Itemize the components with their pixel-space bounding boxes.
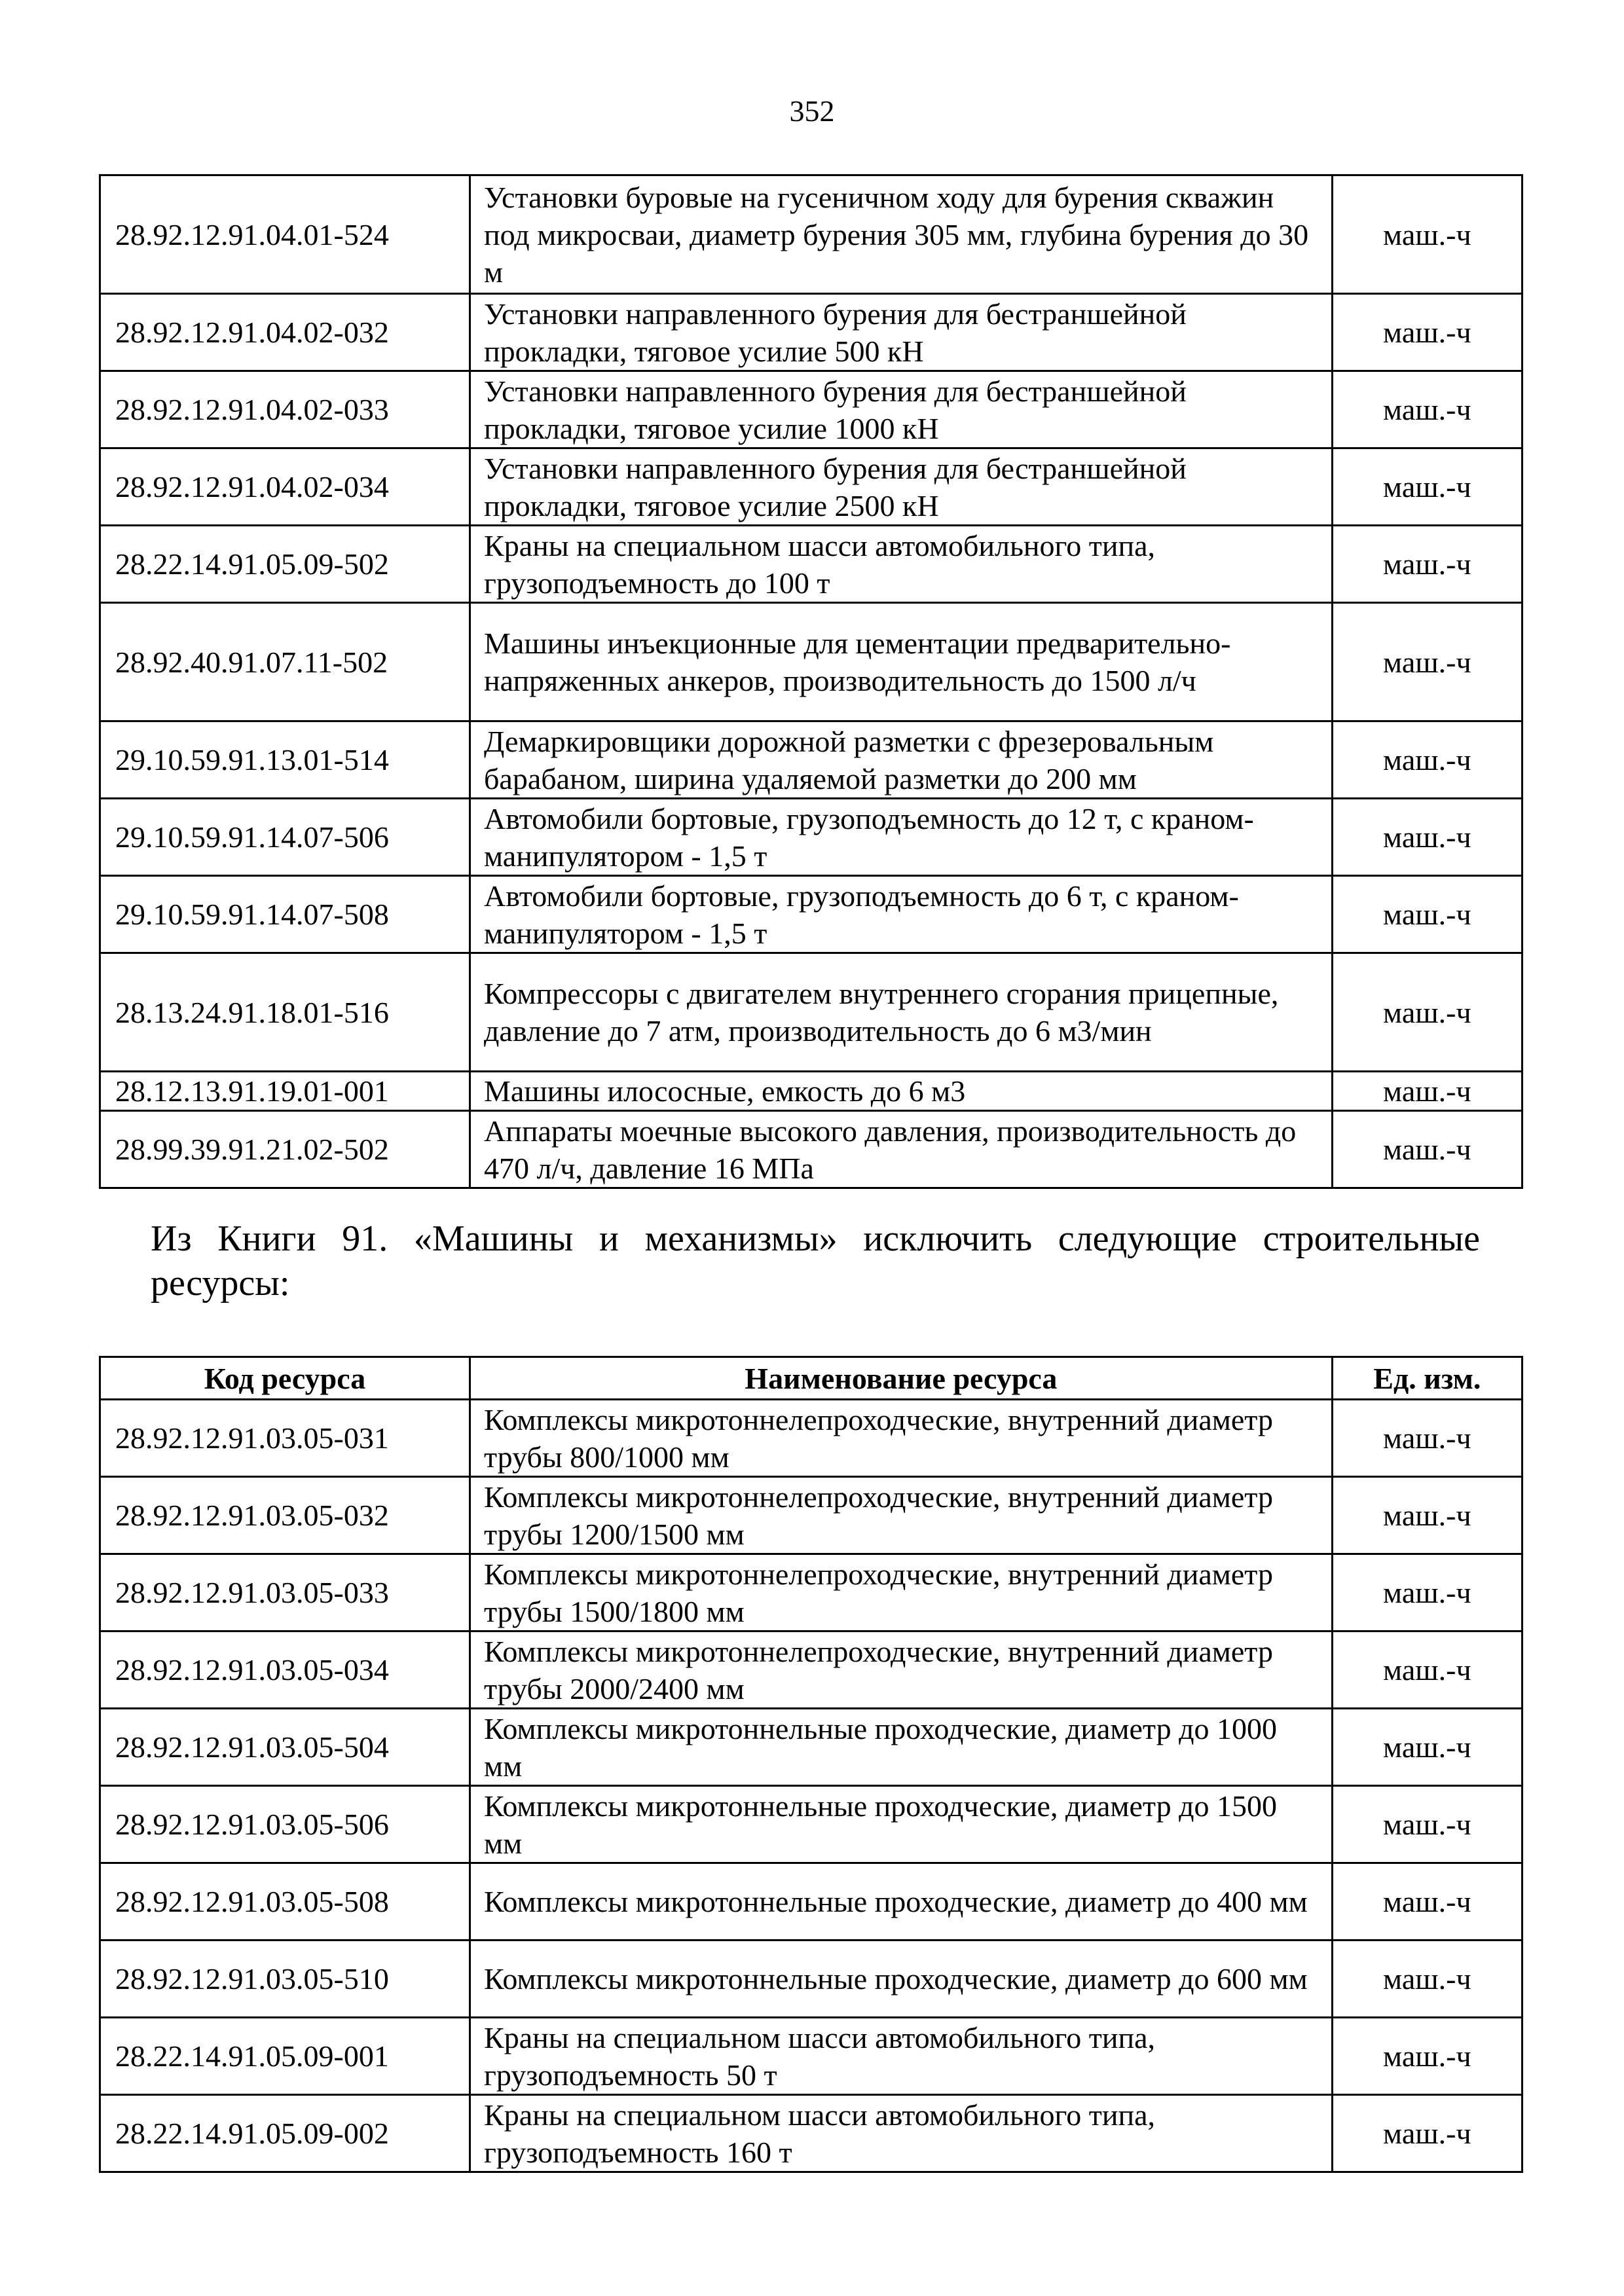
resource-name: Комплексы микротоннельные проходческие, диаметр до 1500 мм	[470, 1786, 1333, 1863]
resource-code: 28.92.12.91.04.02-034	[100, 448, 470, 526]
resources-table-continued	[99, 174, 1523, 1189]
resource-code: 29.10.59.91.14.07-506	[100, 799, 470, 876]
resource-code: 28.12.13.91.19.01-001	[100, 1072, 470, 1111]
resource-unit: маш.-ч	[1332, 1477, 1522, 1554]
table-row	[100, 2018, 1522, 2095]
resource-unit: маш.-ч	[1332, 1072, 1522, 1111]
resource-code: 28.92.12.91.04.02-032	[100, 294, 470, 371]
resource-name: Комплексы микротоннельные проходческие, диаметр до 400 мм	[470, 1863, 1333, 1941]
resource-unit: маш.-ч	[1332, 175, 1522, 294]
resource-unit: маш.-ч	[1332, 721, 1522, 799]
resource-name: Компрессоры с двигателем внутреннего сгорания прицепные, давление до 7 атм, производительность до 6 м3/мин	[470, 953, 1333, 1072]
resource-name: Машины инъекционные для цементации предварительно-напряженных анкеров, производительность до 1500 л/ч	[470, 603, 1333, 721]
resource-name: Автомобили бортовые, грузоподъемность до 12 т, с краном-манипулятором - 1,5 т	[470, 799, 1333, 876]
table-row	[100, 603, 1522, 721]
resource-unit: маш.-ч	[1332, 448, 1522, 526]
resource-unit: маш.-ч	[1332, 1111, 1522, 1188]
table-row	[100, 1477, 1522, 1554]
table-row	[100, 2095, 1522, 2172]
page-number: 352	[789, 94, 835, 128]
resource-name: Комплексы микротоннелепроходческие, внутренний диаметр трубы 1200/1500 мм	[470, 1477, 1333, 1554]
resource-code: 28.92.12.91.03.05-031	[100, 1400, 470, 1477]
resource-unit: маш.-ч	[1332, 2018, 1522, 2095]
resource-code: 28.92.12.91.03.05-510	[100, 1941, 470, 2018]
resource-name: Комплексы микротоннелепроходческие, внутренний диаметр трубы 800/1000 мм	[470, 1400, 1333, 1477]
table-row	[100, 1941, 1522, 2018]
instruction-paragraph: Из Книги 91. «Машины и механизмы» исключить следующие строительные ресурсы:	[151, 1218, 1480, 1303]
table-row	[100, 953, 1522, 1072]
excluded-resources-table	[99, 1356, 1523, 2173]
resource-code: 28.92.12.91.03.05-034	[100, 1631, 470, 1709]
table-row	[100, 1111, 1522, 1188]
resource-code: 28.22.14.91.05.09-502	[100, 526, 470, 603]
resource-code: 28.99.39.91.21.02-502	[100, 1111, 470, 1188]
resource-name: Комплексы микротоннелепроходческие, внутренний диаметр трубы 1500/1800 мм	[470, 1554, 1333, 1631]
resource-unit: маш.-ч	[1332, 526, 1522, 603]
resource-name: Установки направленного бурения для бестраншейной прокладки, тяговое усилие 2500 кН	[470, 448, 1333, 526]
table-row	[100, 1400, 1522, 1477]
resource-code: 28.92.12.91.04.01-524	[100, 175, 470, 294]
resource-name: Автомобили бортовые, грузоподъемность до 6 т, с краном-манипулятором - 1,5 т	[470, 876, 1333, 953]
resource-unit: маш.-ч	[1332, 953, 1522, 1072]
resource-unit: маш.-ч	[1332, 1400, 1522, 1477]
resource-unit: маш.-ч	[1332, 371, 1522, 448]
column-header-unit: Ед. изм.	[1332, 1357, 1522, 1400]
table-row	[100, 1631, 1522, 1709]
resource-unit: маш.-ч	[1332, 1554, 1522, 1631]
table-header-row	[100, 1357, 1522, 1400]
table-row	[100, 371, 1522, 448]
table-row	[100, 526, 1522, 603]
resource-unit: маш.-ч	[1332, 799, 1522, 876]
resource-code: 28.92.12.91.03.05-506	[100, 1786, 470, 1863]
resource-code: 29.10.59.91.14.07-508	[100, 876, 470, 953]
table-row	[100, 1786, 1522, 1863]
resource-name: Комплексы микротоннельные проходческие, диаметр до 1000 мм	[470, 1709, 1333, 1786]
table-row	[100, 876, 1522, 953]
resource-unit: маш.-ч	[1332, 1786, 1522, 1863]
resource-code: 28.13.24.91.18.01-516	[100, 953, 470, 1072]
table-row	[100, 799, 1522, 876]
resource-unit: маш.-ч	[1332, 1863, 1522, 1941]
resource-name: Установки направленного бурения для бестраншейной прокладки, тяговое усилие 1000 кН	[470, 371, 1333, 448]
resource-name: Аппараты моечные высокого давления, производительность до 470 л/ч, давление 16 МПа	[470, 1111, 1333, 1188]
resource-name: Краны на специальном шасси автомобильного типа, грузоподъемность до 100 т	[470, 526, 1333, 603]
resource-unit: маш.-ч	[1332, 294, 1522, 371]
resource-name: Установки буровые на гусеничном ходу для бурения скважин под микросваи, диаметр бурения 305 мм, глубина бурения до 30 м	[470, 175, 1333, 294]
resource-unit: маш.-ч	[1332, 1631, 1522, 1709]
table-row	[100, 1863, 1522, 1941]
table-row	[100, 721, 1522, 799]
resource-name: Краны на специальном шасси автомобильного типа, грузоподъемность 50 т	[470, 2018, 1333, 2095]
resource-name: Комплексы микротоннельные проходческие, диаметр до 600 мм	[470, 1941, 1333, 2018]
resource-code: 28.92.12.91.03.05-504	[100, 1709, 470, 1786]
resource-code: 28.92.40.91.07.11-502	[100, 603, 470, 721]
table-row	[100, 1554, 1522, 1631]
resource-name: Комплексы микротоннелепроходческие, внутренний диаметр трубы 2000/2400 мм	[470, 1631, 1333, 1709]
table-row	[100, 175, 1522, 294]
resource-unit: маш.-ч	[1332, 2095, 1522, 2172]
resource-unit: маш.-ч	[1332, 1941, 1522, 2018]
table-row	[100, 294, 1522, 371]
resource-name: Установки направленного бурения для бестраншейной прокладки, тяговое усилие 500 кН	[470, 294, 1333, 371]
resource-code: 28.92.12.91.03.05-032	[100, 1477, 470, 1554]
table-row	[100, 1072, 1522, 1111]
resource-name: Демаркировщики дорожной разметки с фрезеровальным барабаном, ширина удаляемой разметки до 200 мм	[470, 721, 1333, 799]
resource-unit: маш.-ч	[1332, 603, 1522, 721]
resource-code: 28.92.12.91.03.05-508	[100, 1863, 470, 1941]
resource-name: Краны на специальном шасси автомобильного типа, грузоподъемность 160 т	[470, 2095, 1333, 2172]
resource-name: Машины илососные, емкость до 6 м3	[470, 1072, 1333, 1111]
resource-code: 29.10.59.91.13.01-514	[100, 721, 470, 799]
resource-code: 28.92.12.91.04.02-033	[100, 371, 470, 448]
resource-code: 28.92.12.91.03.05-033	[100, 1554, 470, 1631]
resource-code: 28.22.14.91.05.09-002	[100, 2095, 470, 2172]
resource-unit: маш.-ч	[1332, 876, 1522, 953]
column-header-name: Наименование ресурса	[470, 1357, 1333, 1400]
column-header-code: Код ресурса	[100, 1357, 470, 1400]
resource-unit: маш.-ч	[1332, 1709, 1522, 1786]
table-row	[100, 1709, 1522, 1786]
table-row	[100, 448, 1522, 526]
resource-code: 28.22.14.91.05.09-001	[100, 2018, 470, 2095]
